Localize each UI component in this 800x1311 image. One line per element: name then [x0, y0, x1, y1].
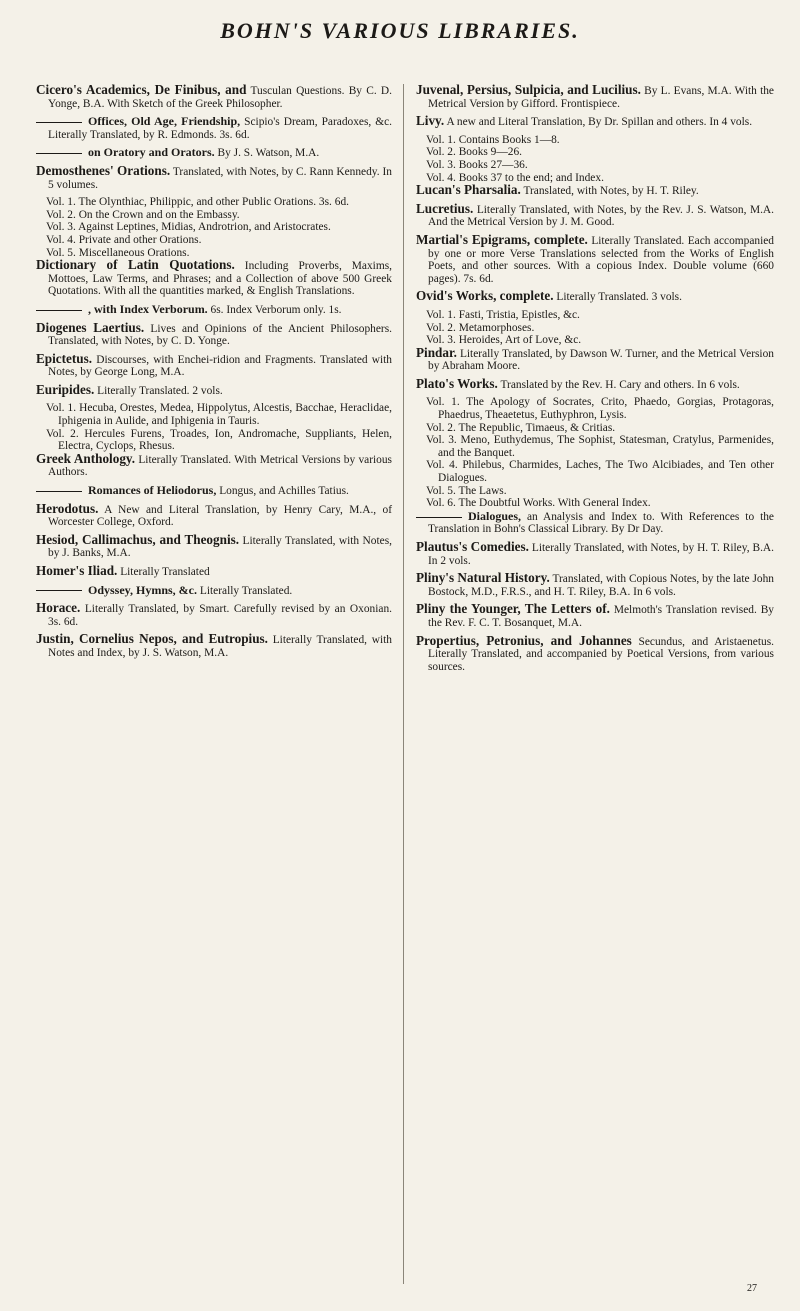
catalogue-entry [36, 602, 392, 628]
page-header: BOHN'S VARIOUS LIBRARIES. [220, 18, 580, 43]
entry-title: , with Index Verborum. [88, 301, 208, 316]
entry-title: Plato's Works. [416, 375, 498, 391]
catalogue-entry [36, 319, 392, 348]
entry-title: Greek Anthology. [36, 450, 136, 466]
volume-line: Vol. 2. Books 9—26. [426, 146, 522, 159]
entry-description: Lives and Opinions of the Ancient Philosophers. Translated, with Notes, by C. D. Yonge. [48, 322, 392, 348]
volume-line: Vol. 1. Fasti, Tristia, Epistles, &c. [426, 308, 580, 321]
entry-description: Literally Translated, with Notes, by the Rev. J. S. Watson, M.A. And the Metrical Version by J. M. Good. [428, 203, 774, 229]
catalogue-entry [36, 115, 392, 141]
catalogue-entry [416, 344, 774, 373]
volume-line: Vol. 2. On the Crown and on the Embassy. [46, 208, 240, 221]
volume-line: Vol. 6. The Doubtful Works. With General Index. [426, 497, 651, 510]
entry-description: By J. S. Watson, M.A. [217, 147, 320, 160]
volume-line: Vol. 2. Metamorphoses. [426, 321, 535, 334]
volume-line: Vol. 1. Hecuba, Orestes, Medea, Hippolytus, Alcestis, Bacchae, Heraclidae, Iphigenia in Aulide, and Iphigenia in Tauris. [46, 402, 392, 428]
volume-line: Vol. 1. Contains Books 1—8. [426, 133, 560, 146]
entry-title: Offices, Old Age, Friendship, [88, 114, 241, 129]
entry-title: Herodotus. [36, 500, 99, 516]
entry-title: Juvenal, Persius, Sulpicia, and Lucilius. [416, 82, 641, 97]
entry-description: Literally Translated, by Smart. Carefully revised by an Oxonian. 3s. 6d. [48, 603, 392, 628]
entry-title: Lucretius. [416, 200, 474, 216]
entry-title: Cicero's Academics, De Finibus, and [36, 82, 247, 97]
entry-title: Hesiod, Callimachus, and Theognis. [36, 531, 240, 547]
volume-line: Vol. 1. The Apology of Socrates, Crito, Phaedo, Gorgias, Protagoras, Phaedrus, Theaetetus, Euthyphron, Lysis. [426, 396, 774, 422]
entry-title: Dialogues, [468, 508, 522, 523]
catalogue-entry [416, 572, 774, 598]
catalogue-entry [36, 500, 392, 529]
entry-description: Literally Translated, with Notes, by J. Banks, M.A. [48, 534, 392, 560]
entry-description: an Analysis and Index to. With References to the Translation in Bohn's Classical Library. By Dr Day. [428, 510, 774, 536]
entry-description: A New and Literal Translation, by Henry Cary, M.A., of Worcester College, Oxford. [48, 503, 392, 529]
volume-line: Vol. 3. Meno, Euthydemus, The Sophist, Statesman, Cratylus, Parmenides, and the Banquet. [426, 434, 774, 459]
catalogue-entry [36, 565, 392, 579]
catalogue-entry [416, 184, 774, 198]
entry-description: Melmoth's Translation revised. By the Rev. F. C. T. Bosanquet, M.A. [428, 604, 774, 629]
catalogue-entry [416, 541, 774, 567]
entry-title: Odyssey, Hymns, &c. [88, 582, 198, 597]
catalogue-entry [36, 350, 392, 379]
entry-title: Ovid's Works, complete. [416, 288, 554, 304]
entry-description: Discourses, with Enchei-ridion and Fragments. Translated with Notes, by George Long, M.A. [48, 353, 392, 379]
entry-title: Plautus's Comedies. [416, 539, 529, 554]
entry-title: Diogenes Laertius. [36, 319, 145, 335]
volume-line: Vol. 1. The Olynthiac, Philippic, and other Public Orations. 3s. 6d. [46, 196, 349, 209]
entry-description: Literally Translated. 2 vols. [97, 384, 223, 397]
entry-title: Romances of Heliodorus, [88, 483, 217, 498]
ditto-dash [36, 491, 82, 492]
entry-description: Literally Translated, by Dawson W. Turner, and the Metrical Version by Abraham Moore. [428, 347, 774, 373]
entry-description: Literally Translated, with Notes, by H. T. Riley, B.A. In 2 vols. [428, 542, 774, 567]
ditto-dash [36, 310, 82, 311]
volume-line: Vol. 3. Books 27—36. [426, 158, 528, 171]
catalogue-entry [416, 510, 774, 536]
entry-description: Literally Translated [120, 566, 210, 578]
entry-description: Tusculan Questions. By C. D. Yonge, B.A. With Sketch of the Greek Philosopher. [48, 85, 392, 110]
entry-title: Demosthenes' Orations. [36, 162, 171, 178]
entry-title: Pliny's Natural History. [416, 570, 550, 586]
ditto-dash [36, 122, 82, 123]
catalogue-entry [36, 162, 392, 191]
entry-title: Pindar. [416, 344, 457, 360]
entry-title: Justin, Cornelius Nepos, and Eutropius. [36, 631, 268, 647]
entry-title: Propertius, Petronius, and Johannes [416, 632, 632, 648]
entry-description: Literally Translated. [199, 584, 293, 597]
catalogue-entry [416, 632, 774, 674]
entry-description: Literally Translated. With Metrical Versions by various Authors. [48, 453, 392, 479]
column-divider [403, 84, 404, 1284]
entry-title: Euripides. [36, 381, 95, 397]
volume-line: Vol. 2. Hercules Furens, Troades, Ion, Andromache, Suppliants, Helen, Electra, Cyclops, Rhesus. [46, 427, 392, 453]
catalogue-entry [36, 303, 392, 317]
catalogue-entry [36, 84, 392, 110]
entry-title: Horace. [36, 600, 81, 616]
ditto-dash [36, 153, 82, 154]
entry-description: Literally Translated, with Notes and Index, by J. S. Watson, M.A. [48, 634, 392, 659]
catalogue-entry [416, 84, 774, 110]
entry-description: By L. Evans, M.A. With the Metrical Version by Gifford. Frontispiece. [428, 85, 774, 110]
volume-line: Vol. 4. Books 37 to the end; and Index. [426, 171, 604, 184]
catalogue-entry [416, 290, 774, 304]
entry-title: Livy. [416, 113, 445, 129]
entry-description: Translated, with Notes, by H. T. Riley. [523, 185, 699, 198]
catalogue-entry [416, 200, 774, 229]
catalogue-entry [416, 375, 774, 392]
entry-description: A new and Literal Translation, By Dr. Spillan and others. In 4 vols. [446, 116, 753, 129]
ditto-dash [416, 517, 462, 518]
volume-line: Vol. 3. Heroides, Art of Love, &c. [426, 334, 582, 347]
catalogue-entry [36, 450, 392, 479]
catalogue-entry [36, 531, 392, 560]
entry-description: Translated, with Notes, by C. Rann Kennedy. In 5 volumes. [48, 165, 392, 191]
entry-description: Scipio's Dream, Paradoxes, &c. Literally Translated, by R. Edmonds. 3s. 6d. [48, 116, 392, 141]
entry-title: Epictetus. [36, 350, 93, 366]
entry-title: Pliny the Younger, The Letters of. [416, 601, 610, 617]
volume-line: Vol. 4. Private and other Orations. [46, 233, 202, 246]
entry-description: Translated by the Rev. H. Cary and others. In 6 vols. [500, 378, 740, 391]
entry-description: Translated, with Copious Notes, by the late John Bostock, M.D., F.R.S., and H. T. Riley, B.A. In 6 vols. [428, 573, 774, 598]
ditto-dash [36, 590, 82, 591]
right-column [416, 84, 774, 678]
entry-title: Dictionary of Latin Quotations. [36, 257, 235, 273]
entry-description: Longus, and Achilles Tatius. [219, 485, 349, 498]
entry-description: Literally Translated. Each accompanied by one or more Verse Translations selected from the Works of English Poets, and other sources. With a copious Index. Double volume (660 pages). 7s. 6d. [428, 234, 775, 285]
catalogue-entry [36, 259, 392, 298]
left-column [36, 84, 392, 665]
entry-description: 6s. Index Verborum only. 1s. [210, 303, 342, 316]
entry-title: Martial's Epigrams, complete. [416, 231, 588, 247]
entry-description: Literally Translated. 3 vols. [556, 291, 682, 304]
catalogue-entry [36, 633, 392, 659]
catalogue-entry [36, 381, 392, 398]
entry-description: Secundus, and Aristaenetus. Literally Translated, and accompanied by Poetical Versions, from various sources. [428, 635, 774, 673]
catalogue-entry [416, 115, 774, 129]
volume-line: Vol. 2. The Republic, Timaeus, & Critias. [426, 421, 616, 434]
volume-line: Vol. 5. Miscellaneous Orations. [46, 246, 190, 259]
catalogue-entry [36, 584, 392, 598]
catalogue-entry [36, 146, 392, 160]
entry-title: Homer's Iliad. [36, 563, 118, 578]
catalogue-entry [416, 231, 775, 285]
volume-line: Vol. 5. The Laws. [426, 484, 507, 497]
entry-title: Lucan's Pharsalia. [416, 182, 521, 198]
catalogue-entry [36, 484, 392, 498]
entry-description: Including Proverbs, Maxims, Mottoes, Law Terms, and Phrases; and a Collection of above 500 Greek Quotations. With all the quantities marked, & English Translations. [48, 260, 392, 298]
page-number: 27 [747, 1283, 757, 1294]
volume-line: Vol. 3. Against Leptines, Midias, Androtrion, and Aristocrates. [46, 221, 331, 234]
volume-line: Vol. 4. Philebus, Charmides, Laches, The Two Alcibiades, and Ten other Dialogues. [426, 459, 774, 485]
entry-title: on Oratory and Orators. [88, 145, 215, 160]
catalogue-entry [416, 603, 774, 629]
